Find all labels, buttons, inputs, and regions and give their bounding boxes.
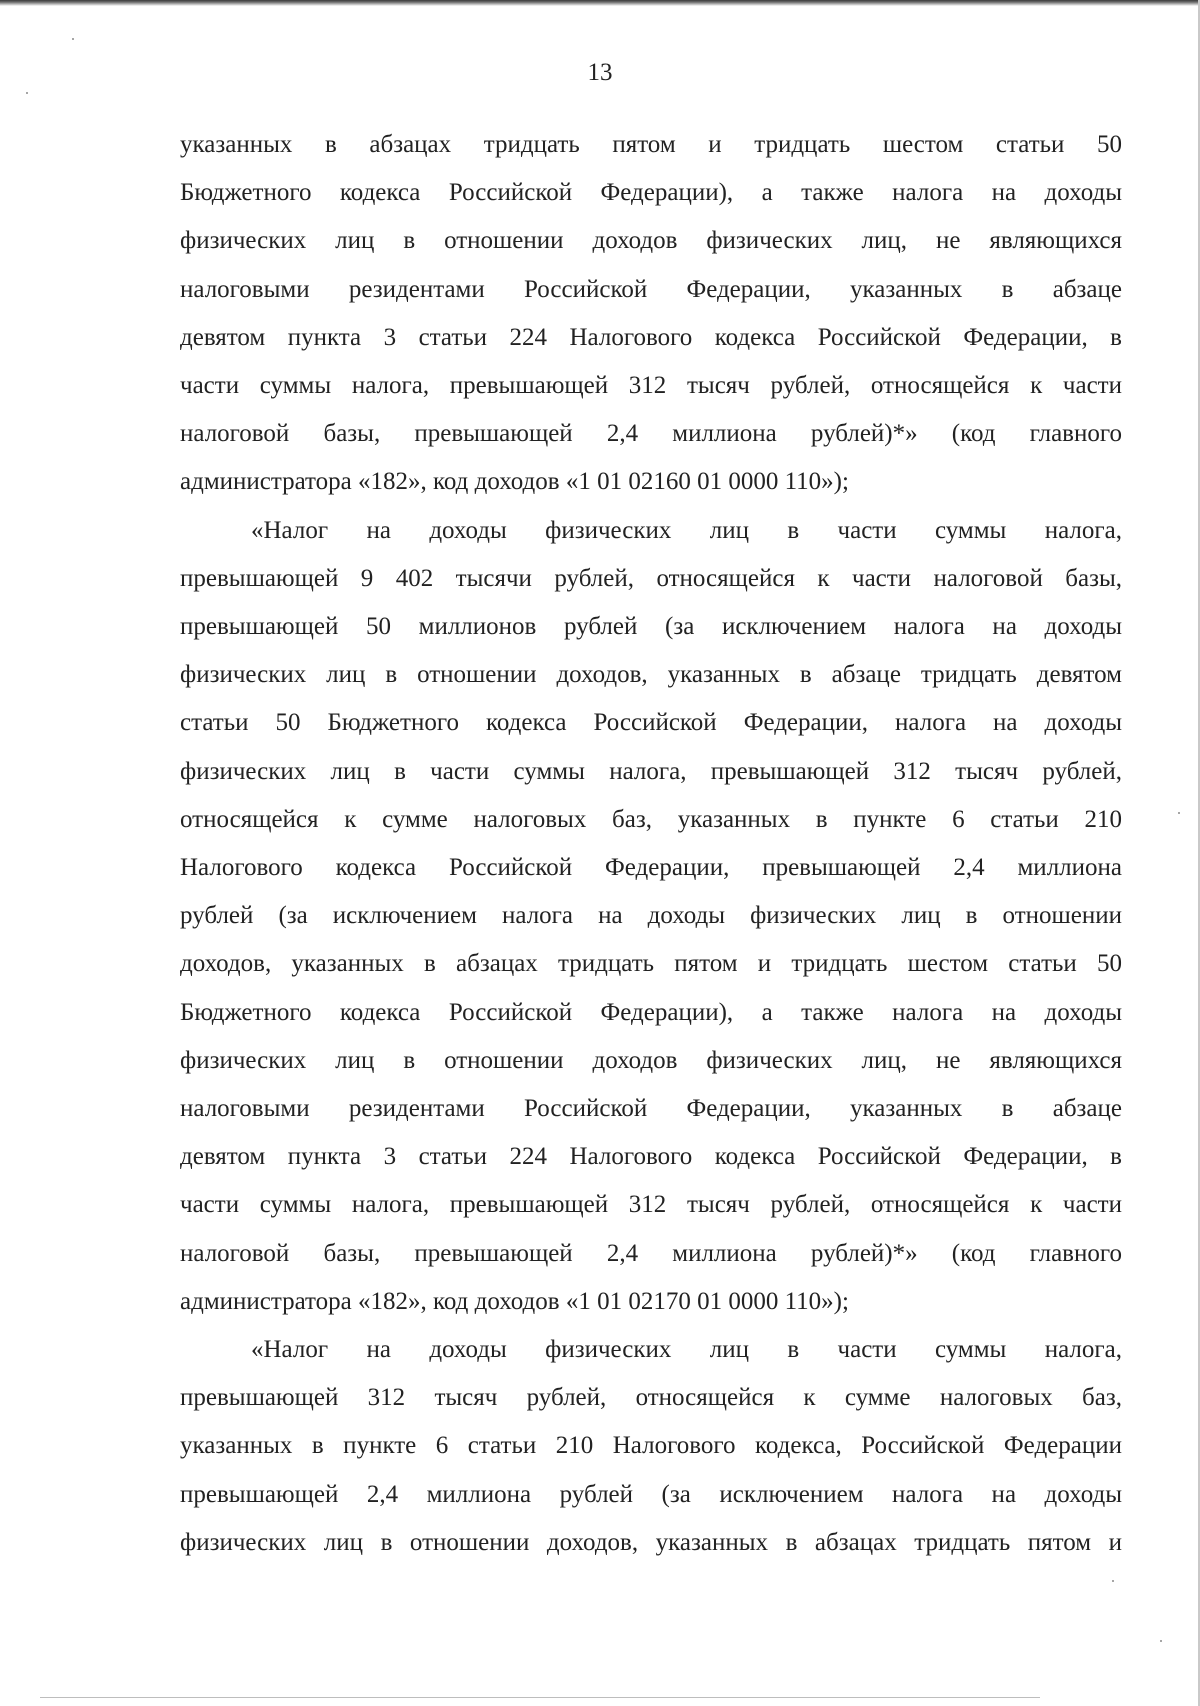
text-line: статьи 50 Бюджетного кодекса Российской Федерации, налога на доходы [180,709,1122,737]
scan-speck [1112,1580,1114,1582]
page-number: 13 [587,59,613,86]
text-line: превышающей 2,4 миллиона рублей (за исключением налога на доходы [180,1480,1122,1508]
text-line: относящейся к сумме налоговых баз, указанных в пункте 6 статьи 210 [180,805,1122,833]
text-line: налоговой базы, превышающей 2,4 миллиона рублей)*» (код главного [180,1239,1122,1267]
text-line: администратора «182», код доходов «1 01 02160 01 0000 110»); [180,468,849,496]
text-line: физических лиц в отношении доходов физических лиц, не являющихся [180,1046,1122,1074]
text-line: администратора «182», код доходов «1 01 02170 01 0000 110»); [180,1287,849,1315]
text-line: физических лиц в части суммы налога, превышающей 312 тысяч рублей, [180,757,1122,785]
paragraph [180,121,1122,507]
text-line: физических лиц в отношении доходов физических лиц, не являющихся [180,227,1122,255]
text-line: налоговыми резидентами Российской Федерации, указанных в абзаце [180,275,1122,303]
text-line: физических лиц в отношении доходов, указанных в абзацах тридцать пятом и [180,1528,1122,1556]
text-line: Бюджетного кодекса Российской Федерации), а также налога на доходы [180,179,1122,207]
scan-speck [26,92,28,94]
text-line: Бюджетного кодекса Российской Федерации), а также налога на доходы [180,998,1122,1026]
text-line: превышающей 9 402 тысячи рублей, относящейся к части налоговой базы, [180,564,1122,592]
text-line: указанных в абзацах тридцать пятом и тридцать шестом статьи 50 [180,131,1122,158]
text-line: налоговой базы, превышающей 2,4 миллиона рублей)*» (код главного [180,420,1122,448]
text-line: доходов, указанных в абзацах тридцать пятом и тридцать шестом статьи 50 [180,950,1122,978]
text-line: «Налог на доходы физических лиц в части суммы налога, [251,516,1122,544]
text-line: рублей (за исключением налога на доходы физических лиц в отношении [180,902,1122,930]
text-line: части суммы налога, превышающей 312 тысяч рублей, относящейся к части [180,372,1122,400]
scan-speck [72,38,74,40]
text-line: девятом пункта 3 статьи 224 Налогового кодекса Российской Федерации, в [180,1143,1122,1171]
text-line: налоговыми резидентами Российской Федерации, указанных в абзаце [180,1095,1122,1123]
text-line: Налогового кодекса Российской Федерации, превышающей 2,4 миллиона [180,854,1122,882]
scan-border-bottom [40,1697,1040,1698]
text-line: физических лиц в отношении доходов, указанных в абзаце тридцать девятом [180,661,1122,689]
paragraph [180,1326,1122,1567]
document-body [180,121,1122,1567]
paragraph [180,507,1122,1326]
text-line: превышающей 312 тысяч рублей, относящейся к сумме налоговых баз, [180,1384,1122,1412]
scan-speck [1178,812,1180,814]
text-line: девятом пункта 3 статьи 224 Налогового кодекса Российской Федерации, в [180,323,1122,351]
text-line: части суммы налога, превышающей 312 тысяч рублей, относящейся к части [180,1191,1122,1219]
text-line: указанных в пункте 6 статьи 210 Налогового кодекса, Российской Федерации [180,1432,1122,1460]
text-line: «Налог на доходы физических лиц в части суммы налога, [251,1336,1122,1364]
text-line: превышающей 50 миллионов рублей (за исключением налога на доходы [180,613,1122,641]
scan-border-top [0,0,1200,6]
scan-speck [1160,1640,1162,1642]
